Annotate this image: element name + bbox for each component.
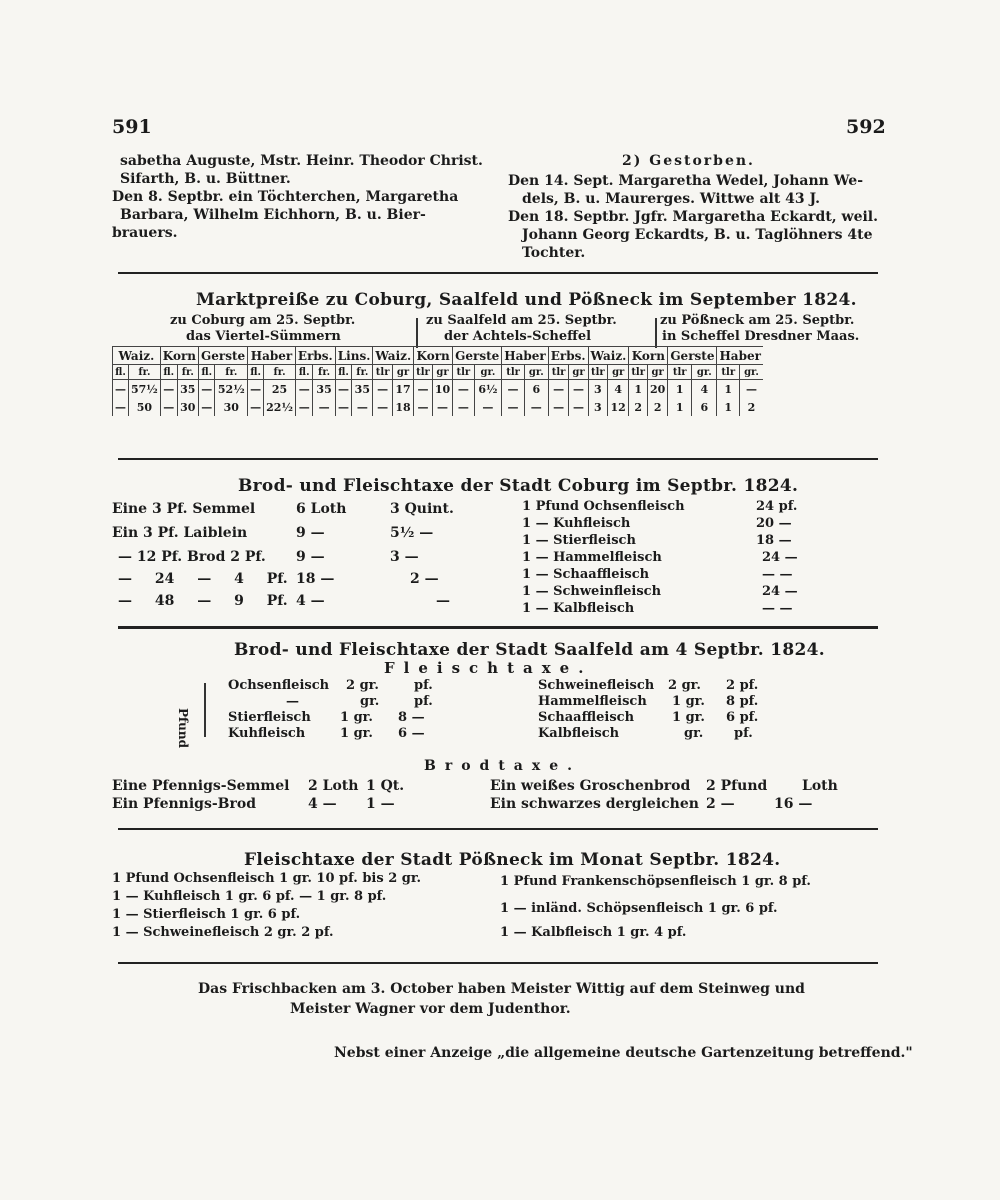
- market-unit-row: [113, 365, 763, 380]
- saalfeld-meat-right-item: Schweinefleisch: [538, 678, 655, 693]
- divider-5: [118, 962, 878, 964]
- coburg-meat-price: 24 —: [762, 584, 798, 599]
- top-right-line-3: dels, B. u. Maurerges. Wittwe alt 43 J.: [522, 191, 820, 207]
- saalfeld-bread-right-pfund: 2 —: [706, 796, 735, 812]
- market-price-cell: 2: [648, 398, 668, 416]
- market-price-cell: 35: [177, 380, 198, 399]
- market-price-cell: —: [524, 398, 548, 416]
- footer-note: Nebst einer Anzeige „die allgemeine deutsche Gartenzeitung betreffend.": [334, 1045, 913, 1061]
- poessneck-head-2: in Scheffel Dresdner Maas.: [662, 329, 860, 344]
- market-price-cell: 3: [588, 380, 608, 399]
- saalfeld-meat-heading: Fleischtaxe.: [384, 659, 593, 677]
- saalfeld-bread-left-loth: 4 —: [308, 796, 337, 812]
- saalfeld-bread-right-item: Ein weißes Groschenbrod: [490, 778, 691, 794]
- saalfeld-meat-right-item: Kalbfleisch: [538, 726, 620, 741]
- saalfeld-meat-left-gr: gr.: [360, 694, 380, 709]
- top-right-line-6: Tochter.: [522, 245, 586, 261]
- coburg-bread-loth: 9 —: [296, 549, 325, 565]
- coburg-bread-item: — 24 — 4 Pf.: [118, 571, 288, 587]
- col-head-coburg-korn: Korn: [160, 347, 198, 365]
- market-price-cell: 1: [717, 398, 740, 416]
- market-unit-cell: fl.: [199, 365, 215, 380]
- baking-notice-line-1: Das Frischbacken am 3. October haben Meister Wittig auf dem Steinweg und: [198, 981, 805, 997]
- saalfeld-meat-right-pf: pf.: [734, 726, 753, 741]
- coburg-bread-quint: 5½ —: [390, 525, 434, 541]
- col-head-saalfeld-korn: Korn: [414, 347, 453, 365]
- coburg-meat-item: 1 — Stierfleisch: [522, 533, 636, 548]
- market-price-cell: —: [502, 398, 525, 416]
- market-unit-cell: gr: [569, 365, 588, 380]
- coburg-bread-loth: 6 Loth: [296, 501, 347, 517]
- coburg-bread-item: — 48 — 9 Pf.: [118, 593, 288, 609]
- poessneck-left-line: 1 — Kuhfleisch 1 gr. 6 pf. — 1 gr. 8 pf.: [112, 889, 387, 904]
- market-head-divider-1: [416, 318, 418, 348]
- poessneck-right-line: 1 — Kalbfleisch 1 gr. 4 pf.: [500, 925, 687, 940]
- market-price-cell: 3: [588, 398, 608, 416]
- coburg-bread-item: — 12 Pf. Brod 2 Pf.: [118, 549, 266, 565]
- top-right-line-4: Den 18. Septbr. Jgfr. Margaretha Eckardt, weil.: [508, 209, 879, 225]
- coburg-meat-price: 20 —: [756, 516, 792, 531]
- col-head-saalfeld-waiz: Waiz.: [373, 347, 414, 365]
- market-price-cell: —: [160, 380, 177, 399]
- market-unit-cell: gr.: [740, 365, 763, 380]
- coburg-bread-item: Ein 3 Pf. Laiblein: [112, 525, 248, 541]
- market-unit-cell: tlr: [629, 365, 648, 380]
- market-price-cell: —: [474, 398, 502, 416]
- top-left-line-4: Barbara, Wilhelm Eichhorn, B. u. Bier-: [120, 207, 426, 223]
- saalfeld-bread-right-item: Ein schwarzes dergleichen: [490, 796, 699, 812]
- page-number-left: 591: [112, 116, 152, 138]
- market-price-cell: —: [432, 398, 452, 416]
- market-price-cell: —: [740, 380, 763, 399]
- market-price-cell: —: [548, 398, 569, 416]
- col-head-saalfeld-erbs: Erbs.: [548, 347, 588, 365]
- coburg-bread-item: Eine 3 Pf. Semmel: [112, 501, 256, 517]
- coburg-bread-quint: 3 —: [390, 549, 419, 565]
- market-price-cell: 6½: [474, 380, 502, 399]
- saalfeld-head-2: der Achtels-Scheffel: [444, 329, 592, 344]
- market-unit-cell: gr: [432, 365, 452, 380]
- market-price-cell: —: [295, 398, 313, 416]
- saalfeld-bread-right-loth: Loth: [802, 778, 838, 794]
- col-head-saalfeld-gerste: Gerste: [453, 347, 502, 365]
- market-unit-cell: tlr: [548, 365, 569, 380]
- market-price-cell: —: [373, 398, 393, 416]
- saalfeld-meat-right-item: Schaaffleisch: [538, 710, 635, 725]
- market-unit-cell: tlr: [414, 365, 433, 380]
- coburg-meat-item: 1 — Hammelfleisch: [522, 550, 662, 565]
- market-price-cell: 1: [629, 380, 648, 399]
- saalfeld-meat-left-item: Kuhfleisch: [228, 726, 306, 741]
- poessneck-left-line: 1 Pfund Ochsenfleisch 1 gr. 10 pf. bis 2 gr.: [112, 871, 422, 886]
- market-unit-cell: tlr: [453, 365, 474, 380]
- market-unit-cell: fr.: [264, 365, 296, 380]
- top-left-line-3: Den 8. Septbr. ein Töchterchen, Margaretha: [112, 189, 459, 205]
- saalfeld-meat-right-gr: 2 gr.: [668, 678, 701, 693]
- poessneck-left-line: 1 — Schweinefleisch 2 gr. 2 pf.: [112, 925, 334, 940]
- coburg-meat-price: — —: [762, 601, 793, 616]
- coburg-bread-quint: 3 Quint.: [390, 501, 454, 517]
- page-number-right: 592: [846, 116, 886, 138]
- divider-4: [118, 828, 878, 830]
- market-price-cell: —: [414, 380, 433, 399]
- coburg-head-2: das Viertel-Sümmern: [186, 329, 341, 344]
- saalfeld-meat-right-gr: 1 gr.: [672, 694, 705, 709]
- saalfeld-meat-left-item: Stierfleisch: [228, 710, 311, 725]
- market-unit-cell: gr: [608, 365, 629, 380]
- saalfeld-bread-right-pfund: 2 Pfund: [706, 778, 768, 794]
- saalfeld-meat-left-gr: 1 gr.: [340, 710, 373, 725]
- market-price-cell: —: [313, 398, 335, 416]
- market-head-divider-2: [655, 318, 657, 348]
- market-price-cell: —: [160, 398, 177, 416]
- coburg-bread-loth: 4 —: [296, 593, 325, 609]
- saalfeld-meat-right-item: Hammelfleisch: [538, 694, 647, 709]
- saalfeld-meat-left-pf: 6 —: [398, 726, 425, 741]
- poessneck-tax-title: Fleischtaxe der Stadt Pößneck im Monat Septbr. 1824.: [244, 850, 781, 870]
- market-price-cell: —: [352, 398, 373, 416]
- market-price-cell: 12: [608, 398, 629, 416]
- saalfeld-bread-left-item: Eine Pfennigs-Semmel: [112, 778, 290, 794]
- market-price-cell: 4: [608, 380, 629, 399]
- market-unit-cell: fr.: [313, 365, 335, 380]
- top-left-line-1: sabetha Auguste, Mstr. Heinr. Theodor Christ.: [120, 153, 483, 169]
- top-left-line-2: Sifarth, B. u. Büttner.: [120, 171, 291, 187]
- col-head-saalfeld-haber: Haber: [502, 347, 548, 365]
- coburg-meat-price: — —: [762, 567, 793, 582]
- saalfeld-tax-title: Brod- und Fleischtaxe der Stadt Saalfeld am 4 Septbr. 1824.: [234, 640, 825, 660]
- baking-notice-line-2: Meister Wagner vor dem Judenthor.: [290, 1001, 571, 1017]
- market-unit-cell: tlr: [373, 365, 393, 380]
- col-head-coburg-haber: Haber: [248, 347, 296, 365]
- coburg-bread-quint: —: [436, 593, 450, 609]
- market-price-cell: 35: [313, 380, 335, 399]
- market-price-cell: —: [453, 380, 474, 399]
- coburg-tax-title: Brod- und Fleischtaxe der Stadt Coburg im Septbr. 1824.: [238, 476, 799, 496]
- top-right-line-2: Den 14. Sept. Margaretha Wedel, Johann We-: [508, 173, 864, 189]
- market-price-cell: 2: [740, 398, 763, 416]
- coburg-head-1: zu Coburg am 25. Septbr.: [170, 313, 356, 328]
- market-unit-cell: tlr: [717, 365, 740, 380]
- market-price-table: [112, 346, 763, 416]
- col-head-poessneck-korn: Korn: [629, 347, 668, 365]
- market-price-cell: —: [548, 380, 569, 399]
- saalfeld-meat-left-item: —: [286, 694, 299, 709]
- market-unit-cell: fl.: [248, 365, 264, 380]
- divider-2: [118, 458, 878, 460]
- saalfeld-meat-right-pf: 6 pf.: [726, 710, 759, 725]
- market-price-cell: 6: [692, 398, 717, 416]
- saalfeld-head-1: zu Saalfeld am 25. Septbr.: [426, 313, 617, 328]
- saalfeld-meat-left-pf: 8 —: [398, 710, 425, 725]
- market-unit-cell: gr.: [474, 365, 502, 380]
- market-data-row: [113, 380, 763, 399]
- market-price-cell: 4: [692, 380, 717, 399]
- top-right-line-5: Johann Georg Eckardts, B. u. Taglöhners 4te: [522, 227, 873, 243]
- coburg-meat-item: 1 Pfund Ochsenfleisch: [522, 499, 685, 514]
- saalfeld-meat-left-pf: pf.: [414, 678, 433, 693]
- market-unit-cell: tlr: [668, 365, 692, 380]
- poessneck-head-1: zu Pößneck am 25. Septbr.: [660, 313, 855, 328]
- market-unit-cell: tlr: [502, 365, 525, 380]
- market-price-cell: 1: [717, 380, 740, 399]
- divider-1: [118, 272, 878, 274]
- saalfeld-bread-left-qt: 1 Qt.: [366, 778, 405, 794]
- market-price-cell: 2: [629, 398, 648, 416]
- market-price-cell: —: [335, 380, 352, 399]
- market-unit-cell: fl.: [113, 365, 129, 380]
- col-head-coburg-lins: Lins.: [335, 347, 373, 365]
- market-unit-cell: fr.: [215, 365, 248, 380]
- saalfeld-meat-right-pf: 8 pf.: [726, 694, 759, 709]
- coburg-bread-quint: 2 —: [410, 571, 439, 587]
- top-left-line-5: brauers.: [112, 225, 178, 241]
- coburg-meat-item: 1 — Schaaffleisch: [522, 567, 650, 582]
- market-price-cell: 17: [392, 380, 413, 399]
- coburg-bread-loth: 9 —: [296, 525, 325, 541]
- saalfeld-bread-left-item: Ein Pfennigs-Brod: [112, 796, 256, 812]
- market-price-cell: 18: [392, 398, 413, 416]
- market-price-cell: —: [414, 398, 433, 416]
- market-price-cell: —: [295, 380, 313, 399]
- poessneck-left-line: 1 — Stierfleisch 1 gr. 6 pf.: [112, 907, 301, 922]
- col-head-coburg-gerste: Gerste: [199, 347, 248, 365]
- market-price-cell: —: [569, 380, 588, 399]
- market-unit-cell: fl.: [335, 365, 352, 380]
- saalfeld-bread-left-loth: 2 Loth: [308, 778, 359, 794]
- market-price-cell: —: [335, 398, 352, 416]
- market-unit-cell: fr.: [177, 365, 198, 380]
- coburg-meat-item: 1 — Kuhfleisch: [522, 516, 631, 531]
- market-price-cell: —: [248, 398, 264, 416]
- market-price-cell: —: [502, 380, 525, 399]
- col-head-coburg-erbs: Erbs.: [295, 347, 335, 365]
- market-unit-cell: gr: [392, 365, 413, 380]
- market-price-cell: 10: [432, 380, 452, 399]
- saalfeld-meat-left-pf: pf.: [414, 694, 433, 709]
- market-data-row: [113, 398, 763, 416]
- market-unit-cell: gr.: [692, 365, 717, 380]
- col-head-poessneck-haber: Haber: [717, 347, 763, 365]
- market-price-cell: —: [373, 380, 393, 399]
- market-unit-cell: fr.: [129, 365, 161, 380]
- coburg-meat-item: 1 — Kalbfleisch: [522, 601, 635, 616]
- coburg-bread-loth: 18 —: [296, 571, 335, 587]
- market-price-cell: —: [569, 398, 588, 416]
- col-head-poessneck-gerste: Gerste: [668, 347, 717, 365]
- saalfeld-bread-heading: Brodtaxe.: [424, 758, 582, 774]
- market-title: Marktpreiße zu Coburg, Saalfeld und Pößneck im September 1824.: [196, 290, 857, 310]
- market-price-cell: 30: [177, 398, 198, 416]
- col-head-poessneck-waiz: Waiz.: [588, 347, 629, 365]
- market-unit-cell: fl.: [295, 365, 313, 380]
- market-price-cell: 20: [648, 380, 668, 399]
- market-price-cell: —: [199, 398, 215, 416]
- market-price-cell: 6: [524, 380, 548, 399]
- market-price-cell: 57½: [129, 380, 161, 399]
- market-price-cell: —: [199, 380, 215, 399]
- market-unit-cell: fr.: [352, 365, 373, 380]
- market-price-cell: 1: [668, 380, 692, 399]
- saalfeld-meat-left-gr: 1 gr.: [340, 726, 373, 741]
- saalfeld-bread-left-qt: 1 —: [366, 796, 395, 812]
- saalfeld-bread-right-loth: 16 —: [774, 796, 813, 812]
- market-price-cell: —: [453, 398, 474, 416]
- poessneck-right-line: 1 Pfund Frankenschöpsenfleisch 1 gr. 8 pf.: [500, 874, 811, 889]
- market-price-cell: —: [248, 380, 264, 399]
- market-price-cell: 1: [668, 398, 692, 416]
- market-unit-cell: fl.: [160, 365, 177, 380]
- market-unit-cell: gr: [648, 365, 668, 380]
- market-price-cell: 35: [352, 380, 373, 399]
- market-price-cell: —: [113, 398, 129, 416]
- poessneck-right-line: 1 — inländ. Schöpsenfleisch 1 gr. 6 pf.: [500, 901, 778, 916]
- saalfeld-meat-left-item: Ochsenfleisch: [228, 678, 330, 693]
- market-price-cell: 22½: [264, 398, 296, 416]
- divider-3: [118, 626, 878, 629]
- market-price-cell: 30: [215, 398, 248, 416]
- market-price-cell: 50: [129, 398, 161, 416]
- pfund-brace: [204, 683, 218, 737]
- market-unit-cell: tlr: [588, 365, 608, 380]
- saalfeld-meat-right-pf: 2 pf.: [726, 678, 759, 693]
- market-price-cell: —: [113, 380, 129, 399]
- pfund-label: Pfund: [176, 708, 190, 749]
- coburg-meat-price: 18 —: [756, 533, 792, 548]
- coburg-meat-price: 24 pf.: [756, 499, 798, 514]
- saalfeld-meat-right-gr: 1 gr.: [672, 710, 705, 725]
- market-unit-cell: gr.: [524, 365, 548, 380]
- coburg-meat-price: 24 —: [762, 550, 798, 565]
- market-price-cell: 25: [264, 380, 296, 399]
- market-price-cell: 52½: [215, 380, 248, 399]
- saalfeld-meat-right-gr: gr.: [684, 726, 704, 741]
- top-right-heading: 2) Gestorben.: [622, 153, 755, 169]
- saalfeld-meat-left-gr: 2 gr.: [346, 678, 379, 693]
- coburg-meat-item: 1 — Schweinfleisch: [522, 584, 662, 599]
- col-head-coburg-waiz: Waiz.: [113, 347, 161, 365]
